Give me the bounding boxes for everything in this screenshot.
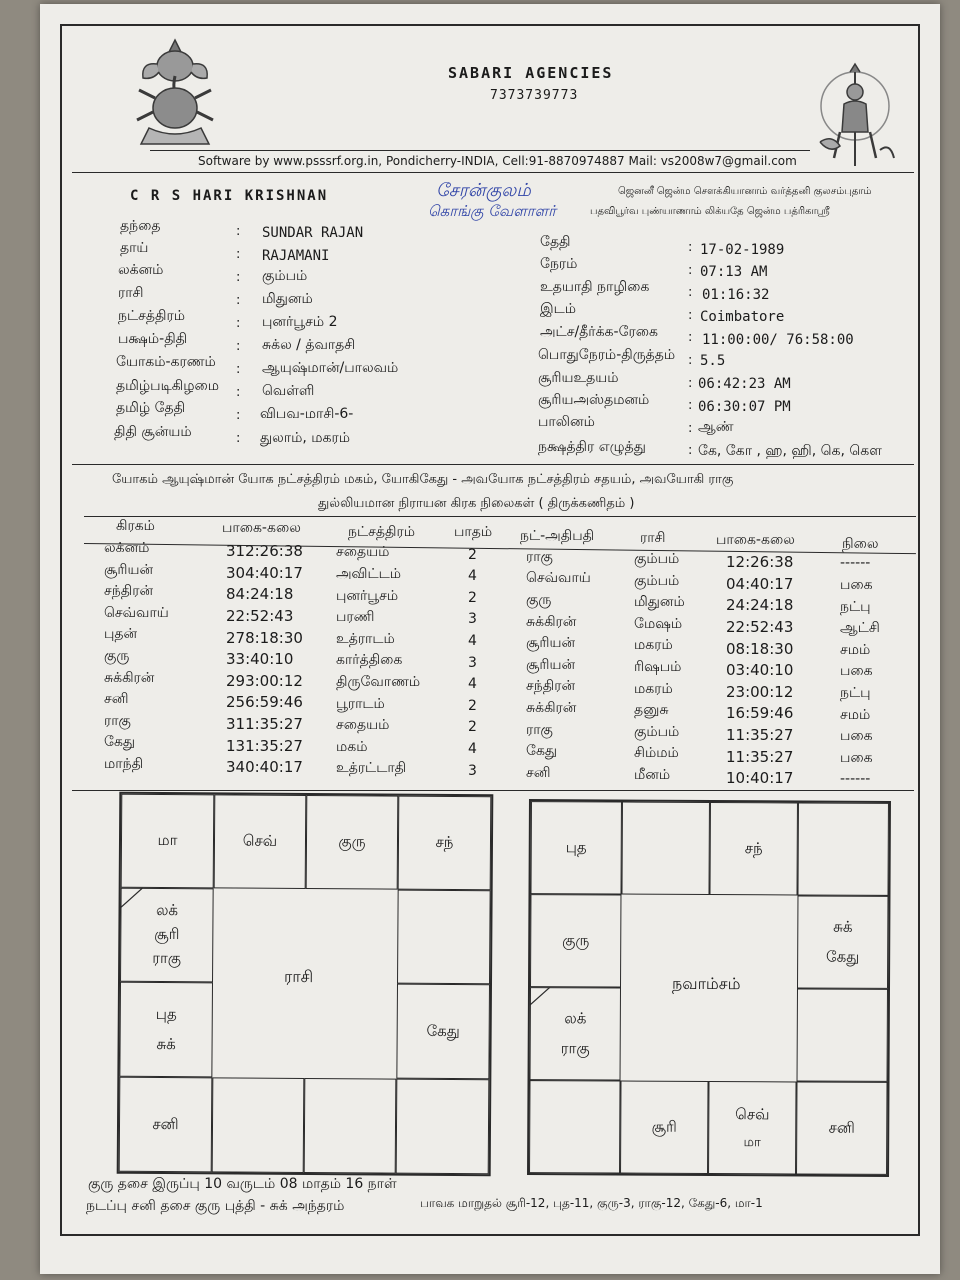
table-cell: மகரம் <box>634 637 673 654</box>
detail-value: கே, கோ , ஹ, ஹி, கெ, கௌ <box>698 443 882 459</box>
table-cell: கும்பம் <box>634 572 680 589</box>
planet-label: சூரி <box>154 924 180 944</box>
table-cell: பகை <box>840 728 873 745</box>
col-header: நட்-அதிபதி <box>520 528 595 544</box>
detail-value: விபவ-மாசி-6- <box>260 406 354 422</box>
table-cell: உத்ராடம் <box>336 630 395 647</box>
rasi-house-mithuna <box>398 796 492 891</box>
table-cell: ராகு <box>526 548 553 565</box>
table-cell: கேது <box>526 743 558 760</box>
table-bottom-rule <box>72 790 914 791</box>
table-cell: 04:40:17 <box>726 574 794 593</box>
table-cell: 4 <box>468 741 477 757</box>
detail-value: 06:30:07 PM <box>698 399 791 415</box>
detail-label: யோகம்-கரணம் <box>116 354 216 370</box>
table-cell: சமம் <box>840 641 871 658</box>
table-cell: அவிட்டம் <box>336 566 402 582</box>
detail-value: சுக்ல / த்வாதசி <box>262 337 356 353</box>
table-cell: ------ <box>840 771 871 788</box>
planet-label: ராகு <box>152 948 182 968</box>
navamsa-center-label: நவாம்சம் <box>671 973 741 994</box>
detail-label: தமிழ்படிகிழமை <box>116 378 219 394</box>
table-cell: சனி <box>526 764 551 781</box>
col-header: பாகை-கலை <box>222 520 301 536</box>
detail-label: தந்தை <box>120 218 161 234</box>
table-cell: திருவோணம் <box>336 674 421 690</box>
table-cell: சூரியன் <box>526 656 576 673</box>
detail-label: ராசி <box>118 285 144 301</box>
table-cell: சனி <box>104 691 129 708</box>
verse-line-2: பதவிபூர்வ புண்யாணாம் லிக்யதே ஜென்ம பத்ரிகாஶ்ரீ <box>590 206 830 217</box>
planet-label: சனி <box>152 1114 179 1133</box>
table-cell: தனுசு <box>634 702 669 719</box>
rasi-house-rishaba <box>306 795 399 890</box>
detail-label: அட்ச/தீர்க்க-ரேகை <box>540 324 658 340</box>
table-cell: பகை <box>840 577 873 593</box>
table-cell: சதையம் <box>336 544 390 561</box>
detail-separators: : : : : : : : : : : <box>688 240 693 459</box>
table-cell: 340:40:17 <box>226 758 303 777</box>
bhava-change: பாவக மாறுதல் சூரி-12, புத-11, குரு-3, ராகு-12, கேது-6, மா-1 <box>420 1196 763 1210</box>
table-cell: சுக்கிரன் <box>526 613 577 630</box>
detail-value: புனர்பூசம் 2 <box>262 314 338 330</box>
lagna-marker <box>530 987 552 1007</box>
rasi-house-mesha <box>214 794 307 889</box>
table-cell: சிம்மம் <box>634 745 679 762</box>
table-cell: 10:40:17 <box>726 769 794 788</box>
table-cell: கார்த்திகை <box>336 652 403 669</box>
dasa-balance: குரு தசை இருப்பு 10 வருடம் 08 மாதம் 16 நாள் <box>88 1176 397 1192</box>
navamsa-house-rishaba <box>709 802 797 895</box>
detail-label: உதயாதி நாழிகை <box>540 279 650 295</box>
table-cell: ராகு <box>526 721 553 738</box>
table-cell: 293:00:12 <box>226 671 303 690</box>
table-cell: 4 <box>468 633 477 649</box>
rasi-center-label: ராசி <box>283 966 314 987</box>
planet-label: சூரி <box>651 1117 677 1136</box>
detail-value: 06:42:23 AM <box>698 376 791 392</box>
rasi-house-thula <box>304 1078 397 1174</box>
table-cell: சூரியன் <box>104 561 154 578</box>
table-cell: சதையம் <box>336 717 390 734</box>
table-cell: 11:35:27 <box>726 747 794 766</box>
table-cell: பூராடம் <box>336 695 385 712</box>
table-cell: 2 <box>468 697 477 714</box>
table-cell: 33:40:10 <box>226 650 294 669</box>
navamsa-house-mithuna <box>797 802 888 895</box>
planet-label: லக் <box>564 1008 587 1027</box>
navamsa-house-dhanu <box>529 1080 620 1173</box>
table-cell: உத்ரட்டாதி <box>336 760 407 777</box>
table-cell: 311:35:27 <box>226 715 303 733</box>
navamsa-house-thula <box>708 1081 796 1174</box>
rasi-chart <box>117 792 494 1177</box>
detail-value: 17-02-1989 <box>700 242 785 258</box>
col-header: நட்சத்திரம் <box>348 524 415 540</box>
detail-label: பாலினம் <box>538 414 595 430</box>
table-cell: 312:26:38 <box>226 542 303 561</box>
detail-value: Coimbatore <box>700 309 785 325</box>
col-header: ராசி <box>640 530 666 546</box>
detail-row <box>120 218 160 236</box>
detail-separators: : : : : : : : : : : <box>236 224 241 446</box>
verse-line-1: ஜெனனீ ஜென்ம சௌக்கியானாம் வர்த்தனி குலசம்புதாம் <box>618 186 872 197</box>
company-name: SABARI AGENCIES <box>448 64 614 82</box>
detail-label: இடம் <box>540 301 577 317</box>
table-cell: 3 <box>468 654 477 671</box>
detail-value: வெள்ளி <box>262 383 315 399</box>
table-cell: 278:18:30 <box>226 628 303 647</box>
planet-label: புத <box>155 1004 177 1023</box>
planet-label: சனி <box>828 1118 855 1137</box>
detail-label: திதி சூன்யம் <box>114 424 192 440</box>
table-cell: மேஷம் <box>634 615 683 632</box>
table-cell: மிதுனம் <box>634 594 685 611</box>
yoga-line: யோகம் ஆயுஷ்மான் யோக நட்சத்திரம் மகம், யோகிகேது - அவயோக நட்சத்திரம் சதயம், அவயோகி ராகு <box>112 472 734 487</box>
table-cell: 22:52:43 <box>726 618 794 636</box>
table-top-rule <box>84 516 916 517</box>
table-cell: 131:35:27 <box>226 736 303 755</box>
planet-label: கேது <box>825 947 860 966</box>
navamsa-house-meena <box>530 801 621 894</box>
navamsa-house-kumbha <box>530 894 621 987</box>
table-cell: சந்திரன் <box>104 583 154 600</box>
detail-label: தமிழ் தேதி <box>116 400 186 416</box>
navamsa-house-mesha <box>621 802 709 895</box>
table-cell: சந்திரன் <box>526 678 576 695</box>
detail-label: தாய் <box>120 240 149 256</box>
rasi-house-simha <box>396 984 490 1080</box>
detail-value: RAJAMANI <box>262 248 330 264</box>
table-cell: 2 <box>468 546 477 563</box>
col-header: நிலை <box>842 536 879 552</box>
table-cell: மகம் <box>336 738 368 755</box>
table-cell: சமம் <box>840 706 871 723</box>
lagna-marker <box>121 888 145 910</box>
navamsa-house-simha <box>797 988 888 1081</box>
navamsa-house-kanni <box>796 1081 887 1174</box>
table-cell: ------ <box>840 555 871 572</box>
table-cell: ராகு <box>104 712 131 729</box>
planet-label: புத <box>565 837 587 856</box>
detail-value: ஆயுஷ்மான்/பாலவம் <box>262 360 399 376</box>
table-cell: கும்பம் <box>634 551 680 567</box>
header-divider-bottom <box>72 172 914 173</box>
planet-label: ராகு <box>560 1038 590 1057</box>
details-divider <box>72 464 914 465</box>
planet-label: லக் <box>155 900 179 920</box>
table-cell: 23:00:12 <box>726 682 794 701</box>
detail-label: லக்னம் <box>118 262 164 278</box>
planet-label: செவ் <box>242 831 278 850</box>
planet-label: சுக் <box>833 917 853 936</box>
detail-value: துலாம், மகரம் <box>260 430 350 446</box>
col-header: பாகை-கலை <box>716 532 795 548</box>
table-cell: 16:59:46 <box>726 704 794 723</box>
table-cell: 3 <box>468 762 477 779</box>
table-cell: 03:40:10 <box>726 661 794 680</box>
table-cell: 24:24:18 <box>726 596 794 615</box>
table-cell: சுக்கிரன் <box>526 700 577 716</box>
table-cell: நட்பு <box>840 598 871 615</box>
navamsa-house-vrischika <box>620 1081 708 1174</box>
rasi-house-kanni <box>396 1079 490 1175</box>
detail-label: சூரியஅஸ்தமனம் <box>538 392 650 408</box>
table-cell: பரணி <box>336 609 375 626</box>
planet-label: மா <box>157 830 178 850</box>
planet-label: கேது <box>426 1021 460 1040</box>
planet-label: செவ் <box>735 1104 770 1123</box>
table-cell: ரிஷபம் <box>634 659 682 675</box>
table-cell: சூரியன் <box>526 635 576 652</box>
handwritten-community: கொங்கு வேளாளர் <box>428 202 557 220</box>
table-caption: துல்லியமான நிராயன கிரக நிலைகள் ( திருக்கணிதம் ) <box>318 496 635 511</box>
table-cell: 22:52:43 <box>226 607 294 625</box>
detail-label: தேதி <box>540 234 571 250</box>
detail-value: SUNDAR RAJAN <box>262 225 364 241</box>
detail-label: நேரம் <box>540 256 578 272</box>
rasi-house-vrischika <box>212 1077 305 1173</box>
murugan-image <box>810 62 900 170</box>
table-cell: 304:40:17 <box>226 563 303 582</box>
planet-label: குரு <box>562 930 590 949</box>
rasi-house-meena <box>121 794 215 889</box>
table-cell: குரு <box>104 648 130 664</box>
planet-label: சுக் <box>156 1034 176 1053</box>
table-cell: நட்பு <box>840 685 871 701</box>
table-cell: செவ்வாய் <box>526 570 591 587</box>
planet-label: சந் <box>744 838 763 857</box>
table-cell: குரு <box>526 592 552 608</box>
table-cell: 4 <box>468 676 477 693</box>
detail-label: சூரியஉதயம் <box>538 370 619 386</box>
table-cell: 11:35:27 <box>726 726 794 744</box>
detail-value: மிதுனம் <box>262 291 313 307</box>
col-header: பாதம் <box>454 524 493 540</box>
detail-value: 11:00:00/ 76:58:00 <box>702 332 854 348</box>
rasi-house-kataka <box>397 890 491 985</box>
table-cell: செவ்வாய் <box>104 604 169 621</box>
detail-value: கும்பம் <box>262 268 308 284</box>
navamsa-house-kataka <box>797 895 888 988</box>
table-cell: 4 <box>468 568 477 585</box>
table-cell: புதன் <box>104 626 138 643</box>
table-cell: கும்பம் <box>634 723 680 740</box>
current-dasa: நடப்பு சனி தசை குரு புத்தி - சுக் அந்தரம் <box>86 1198 345 1214</box>
detail-value: 07:13 AM <box>700 264 768 280</box>
detail-value: ஆண் <box>698 419 734 435</box>
table-cell: கேது <box>104 734 136 751</box>
col-header: கிரகம் <box>116 518 155 534</box>
detail-label: நட்சத்திரம் <box>118 308 185 324</box>
planet-label: சந் <box>435 832 454 852</box>
rasi-house-dhanu <box>119 1077 213 1173</box>
table-cell: 84:24:18 <box>226 585 294 604</box>
table-cell: லக்னம் <box>104 540 150 556</box>
table-cell: 2 <box>468 589 477 606</box>
table-cell: சுக்கிரன் <box>104 669 155 686</box>
table-cell: புனர்பூசம் <box>336 587 399 604</box>
table-cell: பகை <box>840 663 873 680</box>
navamsa-chart <box>527 799 891 1177</box>
table-cell: மகரம் <box>634 680 673 697</box>
ganesha-image <box>125 32 225 150</box>
detail-label: பொதுநேரம்-திருத்தம் <box>538 347 676 363</box>
planet-label: மா <box>743 1134 761 1150</box>
table-cell: பகை <box>840 749 873 766</box>
table-cell: 08:18:30 <box>726 639 794 658</box>
table-cell: 12:26:38 <box>726 553 794 572</box>
header-divider-top <box>150 150 810 151</box>
table-cell: 3 <box>468 611 477 628</box>
company-phone: 7373739773 <box>490 88 579 103</box>
table-cell: 256:59:46 <box>226 693 303 712</box>
detail-value: 5.5 <box>700 353 726 369</box>
table-cell: ஆட்சி <box>840 620 880 637</box>
detail-value: 01:16:32 <box>702 287 770 303</box>
handwritten-clan: சேரன்குலம் <box>436 180 531 201</box>
table-cell: மாந்தி <box>104 756 144 772</box>
planet-label: குரு <box>338 832 366 851</box>
table-cell: 2 <box>468 719 477 736</box>
software-credit: Software by www.psssrf.org.in, Pondicherry-INDIA, Cell:91-8870974887 Mail: vs2008w7@gmail.com <box>198 154 797 168</box>
table-cell: மீனம் <box>634 767 671 783</box>
detail-label: நக்ஷத்திர எழுத்து <box>538 439 646 455</box>
person-name: C R S HARI KRISHNAN <box>130 188 329 204</box>
rasi-house-makara <box>119 982 213 1078</box>
detail-label: பக்ஷம்-திதி <box>118 331 188 347</box>
